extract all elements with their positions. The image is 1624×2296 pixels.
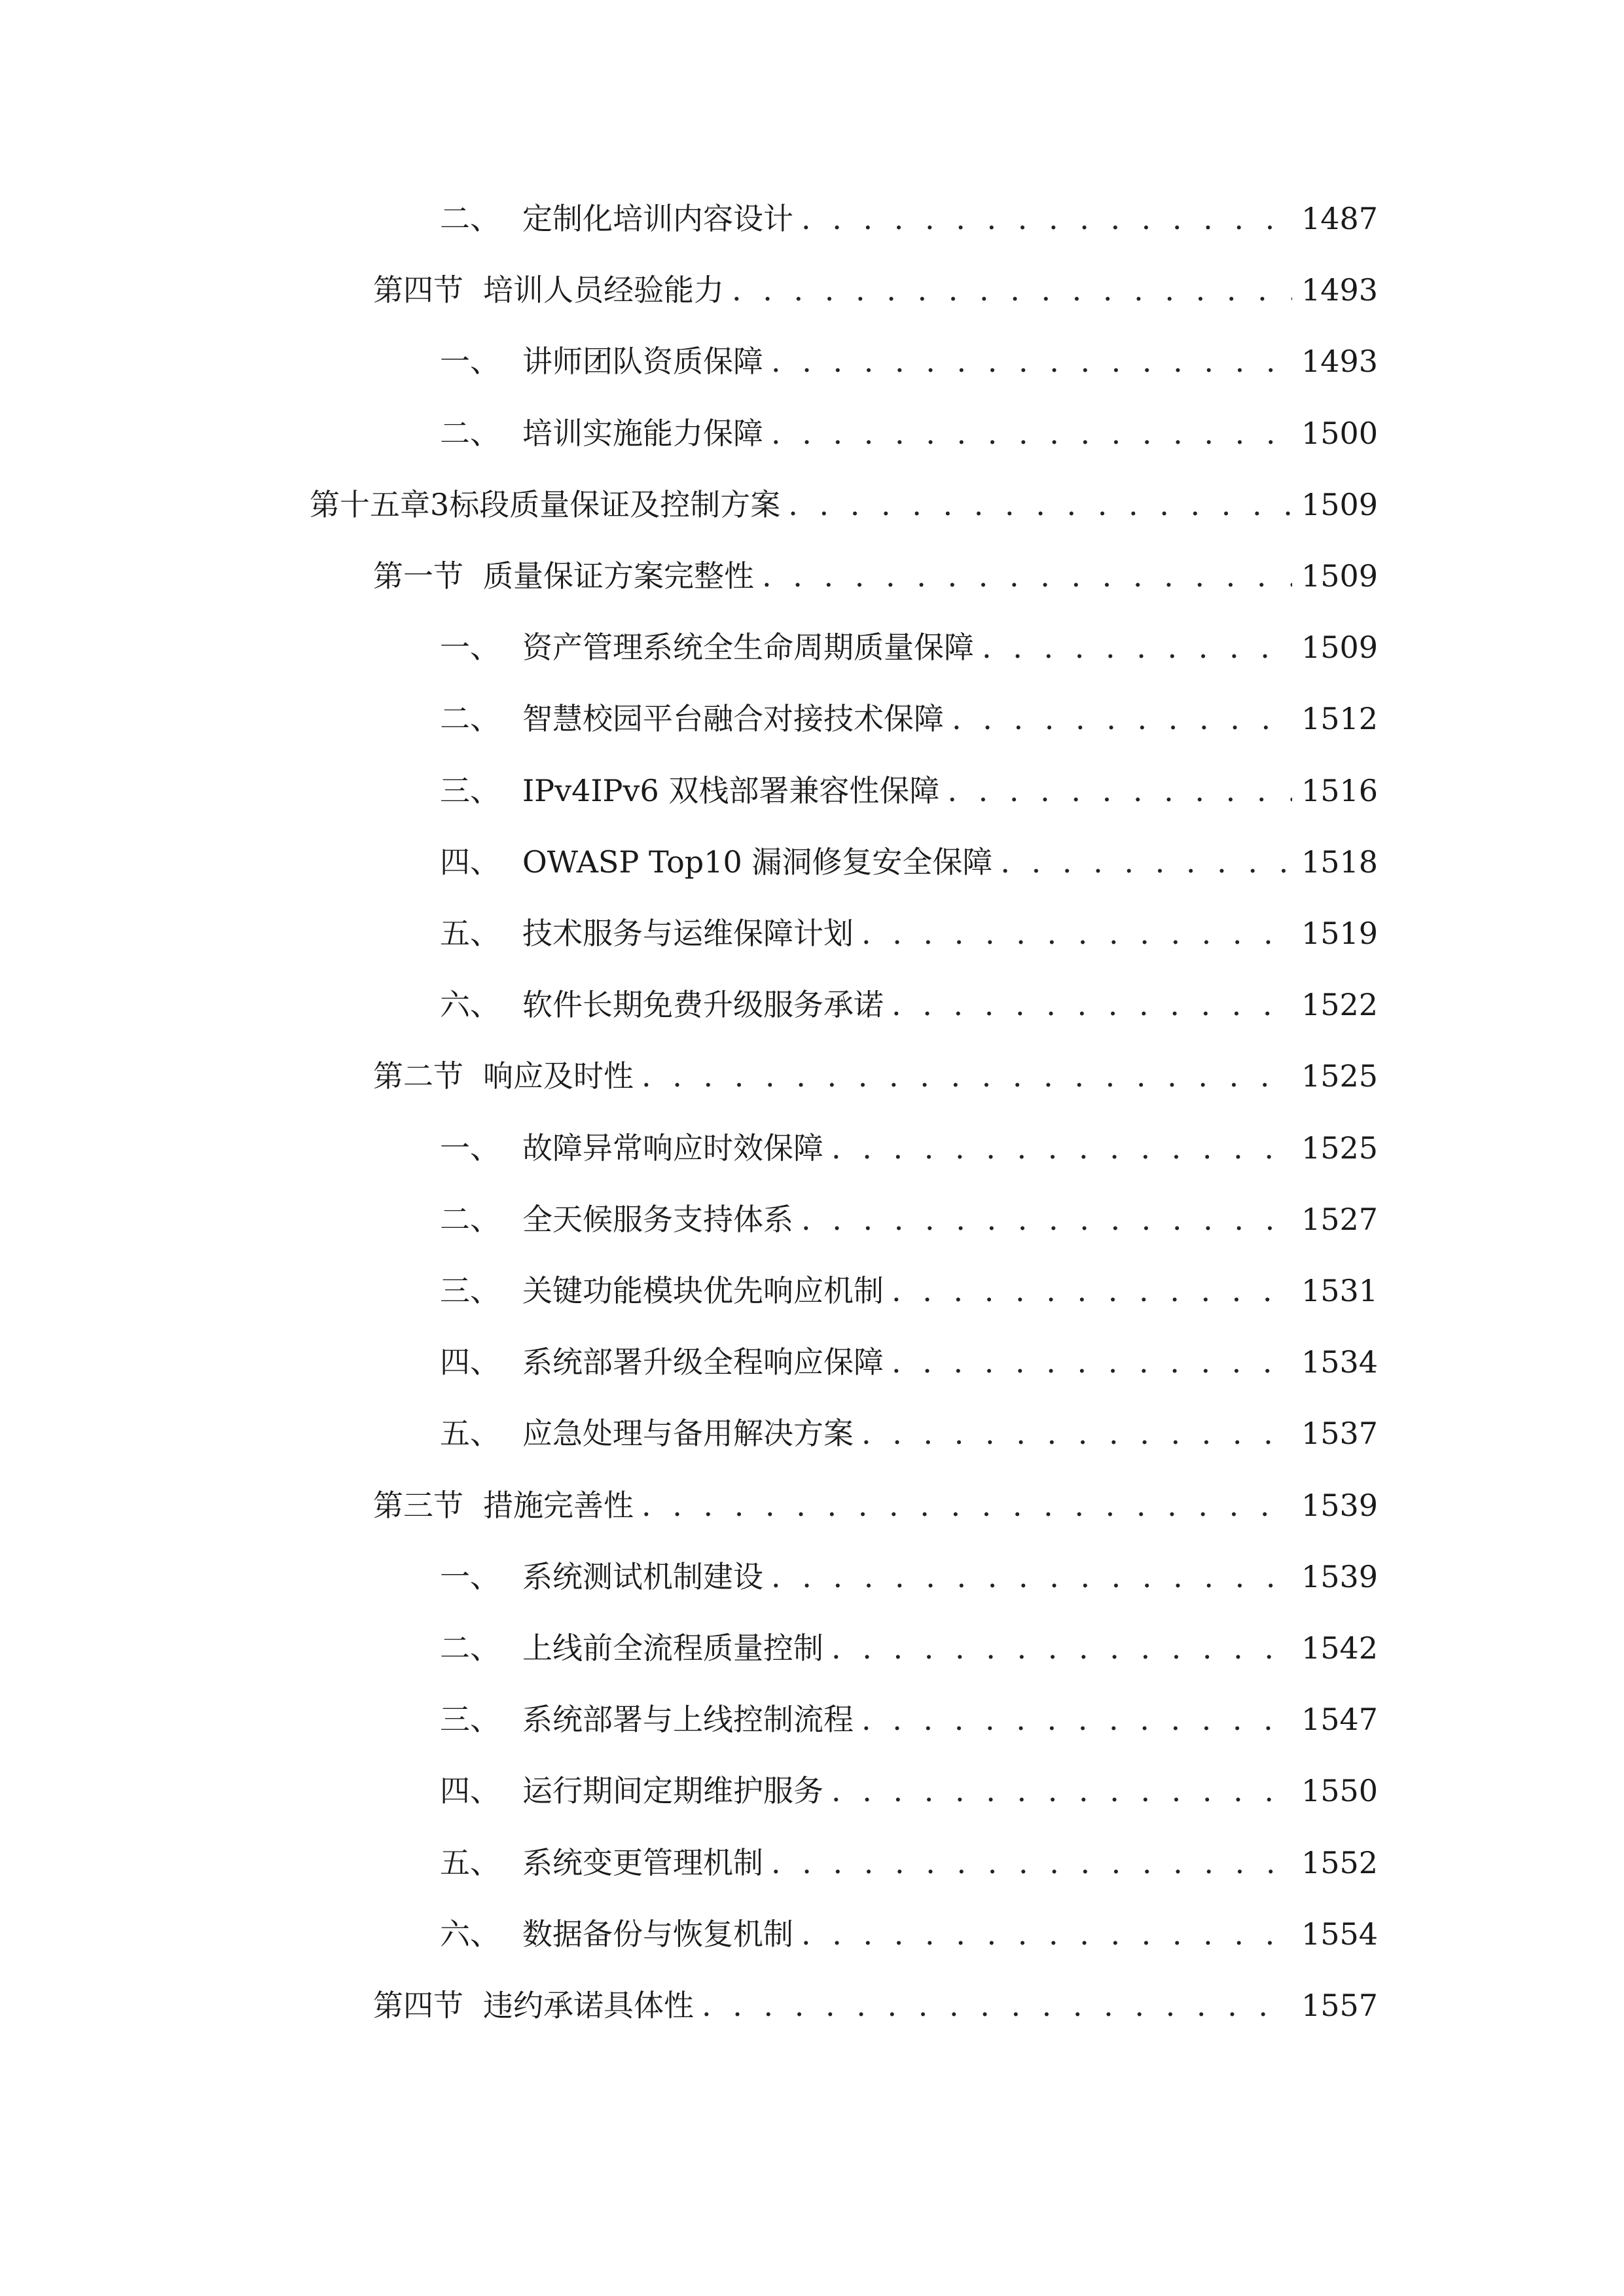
toc-entry-number: 二、 (440, 701, 500, 736)
toc-entry[interactable] (440, 1119, 1379, 1177)
toc-dot-leader (861, 1690, 1292, 1749)
toc-page-number: 1519 (1301, 916, 1379, 951)
toc-entry[interactable] (440, 761, 1379, 820)
toc-entry[interactable] (440, 1905, 1379, 1964)
toc-entry-title: 培训人员经验能力 (483, 272, 724, 308)
toc-entry[interactable] (373, 1976, 1379, 2035)
toc-entry-title: 软件长期免费升级服务承诺 (522, 987, 884, 1022)
toc-dot-leader (762, 547, 1292, 605)
toc-page-number: 1525 (1301, 1130, 1379, 1166)
toc-entry[interactable] (373, 1047, 1379, 1105)
toc-entry-title: 系统变更管理机制 (522, 1845, 763, 1880)
toc-page-number: 1500 (1301, 416, 1379, 451)
toc-entry[interactable] (440, 1404, 1379, 1463)
toc-page-number: 1509 (1301, 558, 1379, 594)
toc-entry[interactable] (440, 618, 1379, 677)
toc-entry[interactable] (440, 975, 1379, 1034)
toc-entry-title: OWASP Top10 漏洞修复安全保障 (522, 844, 993, 880)
toc-dot-leader (702, 1976, 1292, 2035)
toc-dot-leader (831, 1761, 1292, 1820)
toc-entry-title: 培训实施能力保障 (522, 416, 763, 451)
toc-page-number: 1539 (1301, 1488, 1379, 1523)
toc-dot-leader (947, 761, 1292, 820)
toc-entry-title: 定制化培训内容设计 (522, 201, 793, 236)
toc-entry[interactable] (440, 1619, 1379, 1677)
toc-entry-title: 技术服务与运维保障计划 (522, 916, 854, 951)
toc-dot-leader (892, 1261, 1292, 1320)
toc-page-number: 1493 (1301, 272, 1379, 308)
toc-entry-number: 六、 (440, 987, 500, 1022)
toc-page-number: 1522 (1301, 987, 1379, 1022)
toc-entry-number: 一、 (440, 344, 500, 379)
toc-page-number: 1552 (1301, 1845, 1379, 1880)
toc-entry-title: 措施完善性 (483, 1488, 634, 1523)
toc-page-number: 1531 (1301, 1273, 1379, 1308)
toc-entry-number: 一、 (440, 1559, 500, 1594)
toc-entry[interactable] (310, 475, 1379, 534)
toc-dot-leader (831, 1119, 1292, 1177)
toc-dot-leader (1000, 833, 1292, 891)
toc-dot-leader (732, 260, 1292, 319)
toc-dot-leader (788, 475, 1292, 534)
toc-dot-leader (831, 1619, 1292, 1677)
toc-entry[interactable] (440, 1547, 1379, 1606)
toc-entry-number: 五、 (440, 1416, 500, 1451)
toc-entry-title: 全天候服务支持体系 (522, 1202, 793, 1237)
toc-entry-number: 六、 (440, 1916, 500, 1952)
toc-dot-leader (771, 1547, 1292, 1606)
toc-entry[interactable] (373, 1476, 1379, 1535)
toc-entry-title: IPv4IPv6 双栈部署兼容性保障 (522, 773, 940, 808)
toc-entry[interactable] (440, 1190, 1379, 1249)
toc-page-number: 1525 (1301, 1058, 1379, 1094)
toc-dot-leader (801, 1190, 1292, 1249)
toc-entry[interactable] (440, 332, 1379, 391)
toc-entry-number: 四、 (440, 1773, 500, 1808)
toc-entry-title: 系统测试机制建设 (522, 1559, 763, 1594)
toc-entry-title: 讲师团队资质保障 (522, 344, 763, 379)
toc-entry-title: 响应及时性 (483, 1058, 634, 1094)
toc-page-number: 1557 (1301, 1988, 1379, 2023)
toc-dot-leader (952, 689, 1292, 748)
toc-entry[interactable] (440, 1761, 1379, 1820)
toc-entry[interactable] (440, 833, 1379, 891)
toc-dot-leader (982, 618, 1292, 677)
toc-entry[interactable] (440, 1833, 1379, 1892)
toc-entry-number: 五、 (440, 1845, 500, 1880)
toc-entry[interactable] (373, 260, 1379, 319)
toc-entry-number: 三、 (440, 1273, 500, 1308)
toc-entry-number: 二、 (440, 1630, 500, 1666)
toc-entry-title: 3标段质量保证及控制方案 (430, 487, 781, 522)
toc-entry[interactable] (440, 1690, 1379, 1749)
toc-entry-number: 二、 (440, 1202, 500, 1237)
toc-page-number: 1542 (1301, 1630, 1379, 1666)
toc-entry-number: 五、 (440, 916, 500, 951)
toc-entry-number: 四、 (440, 1344, 500, 1380)
toc-entry-number: 一、 (440, 630, 500, 665)
toc-entry-number: 二、 (440, 416, 500, 451)
toc-entry-number: 一、 (440, 1130, 500, 1166)
toc-page-number: 1518 (1301, 844, 1379, 880)
toc-page-number: 1512 (1301, 701, 1379, 736)
toc-entry-number: 第十五章 (310, 487, 430, 522)
toc-page-number: 1554 (1301, 1916, 1379, 1952)
toc-dot-leader (861, 904, 1292, 963)
toc-entry[interactable] (440, 189, 1379, 248)
toc-entry-title: 系统部署升级全程响应保障 (522, 1344, 884, 1380)
toc-dot-leader (641, 1047, 1292, 1105)
toc-entry-number: 四、 (440, 844, 500, 880)
toc-entry-title: 故障异常响应时效保障 (522, 1130, 823, 1166)
toc-entry[interactable] (440, 689, 1379, 748)
toc-dot-leader (892, 975, 1292, 1034)
toc-page-number: 1550 (1301, 1773, 1379, 1808)
toc-entry[interactable] (440, 404, 1379, 463)
toc-entry-number: 二、 (440, 201, 500, 236)
toc-dot-leader (641, 1476, 1292, 1535)
toc-entry-number: 第二节 (373, 1058, 463, 1094)
toc-page-number: 1539 (1301, 1559, 1379, 1594)
toc-entry-title: 上线前全流程质量控制 (522, 1630, 823, 1666)
toc-page-number: 1516 (1301, 773, 1379, 808)
toc-dot-leader (892, 1333, 1292, 1391)
toc-dot-leader (771, 404, 1292, 463)
toc-entry-number: 第三节 (373, 1488, 463, 1523)
toc-dot-leader (771, 1833, 1292, 1892)
toc-page-number: 1547 (1301, 1702, 1379, 1737)
toc-entry-title: 质量保证方案完整性 (483, 558, 754, 594)
toc-entry-title: 关键功能模块优先响应机制 (522, 1273, 884, 1308)
toc-page-number: 1534 (1301, 1344, 1379, 1380)
toc-entry-number: 三、 (440, 1702, 500, 1737)
toc-entry-title: 违约承诺具体性 (483, 1988, 694, 2023)
toc-page-number: 1537 (1301, 1416, 1379, 1451)
toc-page-number: 1509 (1301, 487, 1379, 522)
toc-entry-title: 资产管理系统全生命周期质量保障 (522, 630, 974, 665)
toc-entry-title: 智慧校园平台融合对接技术保障 (522, 701, 944, 736)
toc-entry[interactable] (440, 904, 1379, 963)
toc-page-number: 1509 (1301, 630, 1379, 665)
toc-dot-leader (861, 1404, 1292, 1463)
toc-dot-leader (771, 332, 1292, 391)
toc-entry-title: 数据备份与恢复机制 (522, 1916, 793, 1952)
toc-entry-title: 应急处理与备用解决方案 (522, 1416, 854, 1451)
toc-dot-leader (801, 189, 1292, 248)
toc-page-number: 1487 (1301, 201, 1379, 236)
toc-entry-number: 第四节 (373, 272, 463, 308)
toc-entry-title: 运行期间定期维护服务 (522, 1773, 823, 1808)
toc-entry-number: 第四节 (373, 1988, 463, 2023)
toc-entry[interactable] (440, 1333, 1379, 1391)
toc-entry-title: 系统部署与上线控制流程 (522, 1702, 854, 1737)
toc-entry[interactable] (373, 547, 1379, 605)
toc-page-number: 1493 (1301, 344, 1379, 379)
toc-dot-leader (801, 1905, 1292, 1964)
toc-entry-number: 第一节 (373, 558, 463, 594)
toc-page-number: 1527 (1301, 1202, 1379, 1237)
toc-entry[interactable] (440, 1261, 1379, 1320)
toc-entry-number: 三、 (440, 773, 500, 808)
